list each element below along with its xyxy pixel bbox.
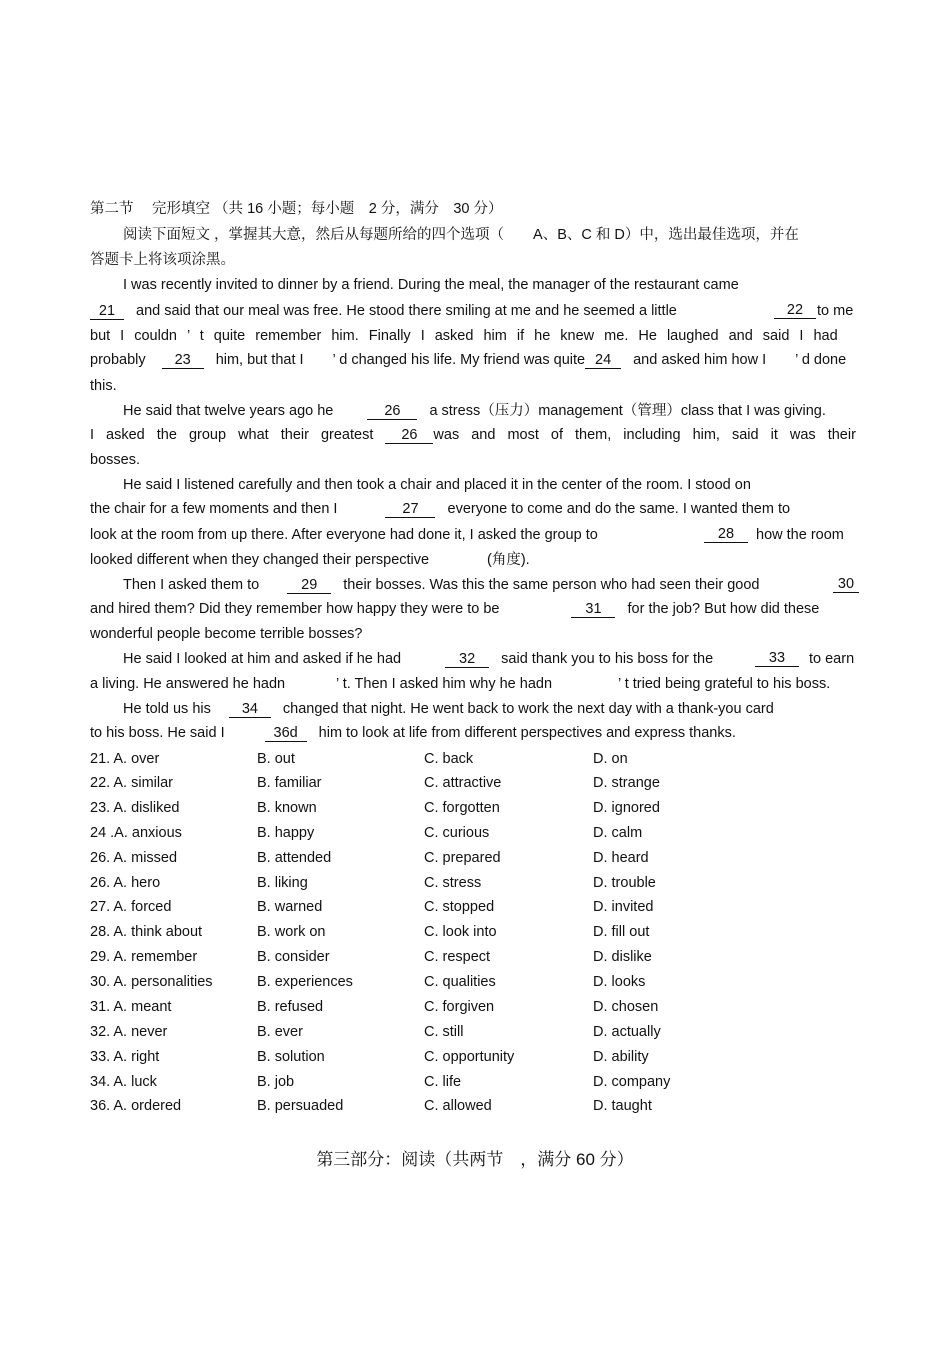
- option-b[interactable]: B. persuaded: [257, 1098, 344, 1114]
- option-b[interactable]: B. attended: [257, 850, 332, 866]
- option-a[interactable]: 23. A. disliked: [90, 800, 180, 816]
- option-c[interactable]: C. forgotten: [424, 800, 500, 816]
- option-d[interactable]: D. ability: [593, 1049, 649, 1065]
- blank-26-b[interactable]: 26: [385, 427, 433, 444]
- option-a[interactable]: 21. A. over: [90, 751, 160, 767]
- option-d[interactable]: D. on: [593, 751, 628, 767]
- blank-33[interactable]: 33: [755, 650, 799, 667]
- blank-36[interactable]: 36d: [265, 725, 307, 742]
- option-a[interactable]: 26. A. hero: [90, 875, 161, 891]
- passage-text: and hired them? Did they remember how happy they were to be: [90, 601, 500, 617]
- option-c[interactable]: C. back: [424, 751, 474, 767]
- passage-text: looked different when they changed their perspective: [90, 552, 430, 568]
- option-c[interactable]: C. stress: [424, 875, 482, 891]
- section3-header: 第三部分：阅读（共两节 ，满分 60 分）: [316, 1150, 634, 1169]
- passage-line: I was recently invited to dinner by a friend. During the meal, the manager of the restaurant came: [123, 277, 739, 293]
- passage-line: He said I listened carefully and then took a chair and placed it in the center of the room. I stood on: [123, 477, 751, 493]
- passage-line: [123, 700, 774, 718]
- passage-text: their bosses. Was this the same person who had seen their good: [343, 577, 760, 593]
- option-c[interactable]: C. still: [424, 1024, 464, 1040]
- passage-text: look at the room from up there. After everyone had done it, I asked the group to: [90, 527, 598, 543]
- option-c[interactable]: C. prepared: [424, 850, 501, 866]
- passage-text: probably: [90, 352, 146, 368]
- option-b[interactable]: B. job: [257, 1074, 295, 1090]
- passage-text: said thank you to his boss for the: [501, 651, 714, 667]
- option-d[interactable]: D. fill out: [593, 924, 650, 940]
- blank-31[interactable]: 31: [571, 601, 615, 618]
- option-a[interactable]: 31. A. meant: [90, 999, 172, 1015]
- option-a[interactable]: 24 .A. anxious: [90, 825, 182, 841]
- option-b[interactable]: B. ever: [257, 1024, 303, 1040]
- passage-line: this.: [90, 378, 117, 394]
- option-row: [90, 1073, 790, 1091]
- instruction-line-2: 答题卡上将该项涂黑。: [90, 252, 235, 268]
- passage-line: but I couldn ’ t quite remember him. Finally I asked him if he knew me. He laughed and said I had: [90, 328, 838, 344]
- passage-text: He said I looked at him and asked if he had: [123, 651, 402, 667]
- passage-text: Then I asked them to: [123, 577, 260, 593]
- passage-line: [123, 576, 863, 594]
- passage-text: was and most of them, including him, said it was their: [433, 427, 856, 443]
- passage-text: ’ t. Then I asked him why he hadn: [336, 676, 553, 692]
- passage-text: him, but that I ’ d changed his life. My friend was quite: [215, 352, 586, 368]
- option-row: [90, 1048, 790, 1066]
- option-a[interactable]: 30. A. personalities: [90, 974, 213, 990]
- passage-text: and asked him how I ’ d done: [633, 352, 847, 368]
- option-c[interactable]: C. look into: [424, 924, 497, 940]
- option-d[interactable]: D. heard: [593, 850, 649, 866]
- passage-line: [90, 675, 860, 693]
- option-row: [90, 998, 790, 1016]
- option-d[interactable]: D. taught: [593, 1098, 652, 1114]
- option-a[interactable]: 28. A. think about: [90, 924, 203, 940]
- option-b[interactable]: B. solution: [257, 1049, 325, 1065]
- passage-text: to earn: [809, 651, 855, 667]
- passage-line: [90, 351, 846, 369]
- option-c[interactable]: C. respect: [424, 949, 491, 965]
- option-b[interactable]: B. happy: [257, 825, 315, 841]
- option-row: [90, 750, 790, 768]
- option-a[interactable]: 22. A. similar: [90, 775, 173, 791]
- option-b[interactable]: B. familiar: [257, 775, 322, 791]
- passage-line: bosses.: [90, 452, 140, 468]
- passage-text: He told us his: [123, 701, 211, 717]
- option-b[interactable]: B. experiences: [257, 974, 353, 990]
- passage-text: the chair for a few moments and then I: [90, 501, 338, 517]
- option-c[interactable]: C. curious: [424, 825, 490, 841]
- blank-28[interactable]: 28: [704, 526, 748, 543]
- blank-21[interactable]: 21: [90, 303, 124, 320]
- option-a[interactable]: 29. A. remember: [90, 949, 198, 965]
- passage-text: to his boss. He said I: [90, 725, 225, 741]
- blank-24[interactable]: 24: [585, 352, 621, 369]
- passage-text: I asked the group what their greatest: [90, 427, 374, 443]
- passage-line: [90, 302, 860, 320]
- blank-29[interactable]: 29: [287, 577, 331, 594]
- option-b[interactable]: B. work on: [257, 924, 326, 940]
- option-d[interactable]: D. trouble: [593, 875, 656, 891]
- passage-line: [90, 500, 790, 518]
- option-row: [90, 898, 790, 916]
- passage-line: [90, 526, 860, 544]
- option-c[interactable]: C. stopped: [424, 899, 495, 915]
- option-row: [90, 1097, 790, 1115]
- option-b[interactable]: B. out: [257, 751, 295, 767]
- passage-line: [90, 426, 856, 444]
- option-c[interactable]: C. qualities: [424, 974, 496, 990]
- option-row: [90, 923, 790, 941]
- passage-text: changed that night. He went back to work the next day with a thank-you card: [282, 701, 774, 717]
- option-c[interactable]: C. allowed: [424, 1098, 492, 1114]
- passage-line: [90, 551, 590, 569]
- passage-text: a stress（压力）management（管理）class that I was giving.: [429, 403, 826, 419]
- option-a[interactable]: 32. A. never: [90, 1024, 168, 1040]
- option-d[interactable]: D. company: [593, 1074, 671, 1090]
- passage-text: everyone to come and do the same. I wanted them to: [447, 501, 791, 517]
- option-c[interactable]: C. attractive: [424, 775, 502, 791]
- blank-34[interactable]: 34: [229, 701, 271, 718]
- option-c[interactable]: C. life: [424, 1074, 462, 1090]
- option-row: [90, 948, 790, 966]
- option-row: [90, 973, 790, 991]
- passage-text: him to look at life from different perspectives and express thanks.: [318, 725, 736, 741]
- option-row: [90, 774, 790, 792]
- passage-text: to me: [817, 303, 854, 319]
- passage-line: [90, 600, 819, 618]
- option-d[interactable]: D. strange: [593, 775, 660, 791]
- passage-text: for the job? But how did these: [627, 601, 820, 617]
- option-d[interactable]: D. ignored: [593, 800, 660, 816]
- passage-text: and said that our meal was free. He stood there smiling at me and he seemed a little: [136, 303, 677, 319]
- option-a[interactable]: 27. A. forced: [90, 899, 172, 915]
- option-row: [90, 849, 790, 867]
- option-row: [90, 824, 790, 842]
- option-row: [90, 1023, 790, 1041]
- option-b[interactable]: B. consider: [257, 949, 330, 965]
- passage-line: [123, 402, 826, 420]
- blank-30[interactable]: 30: [833, 576, 859, 593]
- passage-text: ’ t tried being grateful to his boss.: [618, 676, 831, 692]
- blank-23[interactable]: 23: [162, 352, 204, 369]
- option-d[interactable]: D. looks: [593, 974, 646, 990]
- option-a[interactable]: 33. A. right: [90, 1049, 160, 1065]
- option-row: [90, 874, 790, 892]
- option-row: [90, 799, 790, 817]
- option-d[interactable]: D. actually: [593, 1024, 661, 1040]
- option-d[interactable]: D. calm: [593, 825, 643, 841]
- option-b[interactable]: B. refused: [257, 999, 324, 1015]
- option-b[interactable]: B. known: [257, 800, 317, 816]
- option-d[interactable]: D. chosen: [593, 999, 659, 1015]
- option-b[interactable]: B. warned: [257, 899, 323, 915]
- passage-line: [123, 650, 863, 668]
- section-header: 第二节 完形填空 （共 16 小题；每小题 2 分，满分 30 分）: [90, 201, 503, 217]
- blank-22[interactable]: 22: [774, 302, 816, 319]
- option-c[interactable]: C. forgiven: [424, 999, 495, 1015]
- instruction-line-1: 阅读下面短文 ，掌握其大意，然后从每题所给的四个选项（ A、B、C 和 D）中，选出最佳选项，并在: [123, 227, 799, 243]
- passage-text: how the room: [756, 527, 844, 543]
- passage-text: He said that twelve years ago he: [123, 403, 334, 419]
- option-a[interactable]: 26. A. missed: [90, 850, 178, 866]
- passage-text: a living. He answered he hadn: [90, 676, 286, 692]
- blank-26[interactable]: 26: [367, 403, 417, 420]
- passage-text: (角度).: [487, 552, 530, 568]
- option-d[interactable]: D. dislike: [593, 949, 652, 965]
- blank-27[interactable]: 27: [385, 501, 435, 518]
- passage-line: [90, 724, 736, 742]
- option-a[interactable]: 34. A. luck: [90, 1074, 157, 1090]
- option-d[interactable]: D. invited: [593, 899, 654, 915]
- option-c[interactable]: C. opportunity: [424, 1049, 515, 1065]
- passage-line: wonderful people become terrible bosses?: [90, 626, 363, 642]
- blank-32[interactable]: 32: [445, 651, 489, 668]
- option-a[interactable]: 36. A. ordered: [90, 1098, 182, 1114]
- option-b[interactable]: B. liking: [257, 875, 308, 891]
